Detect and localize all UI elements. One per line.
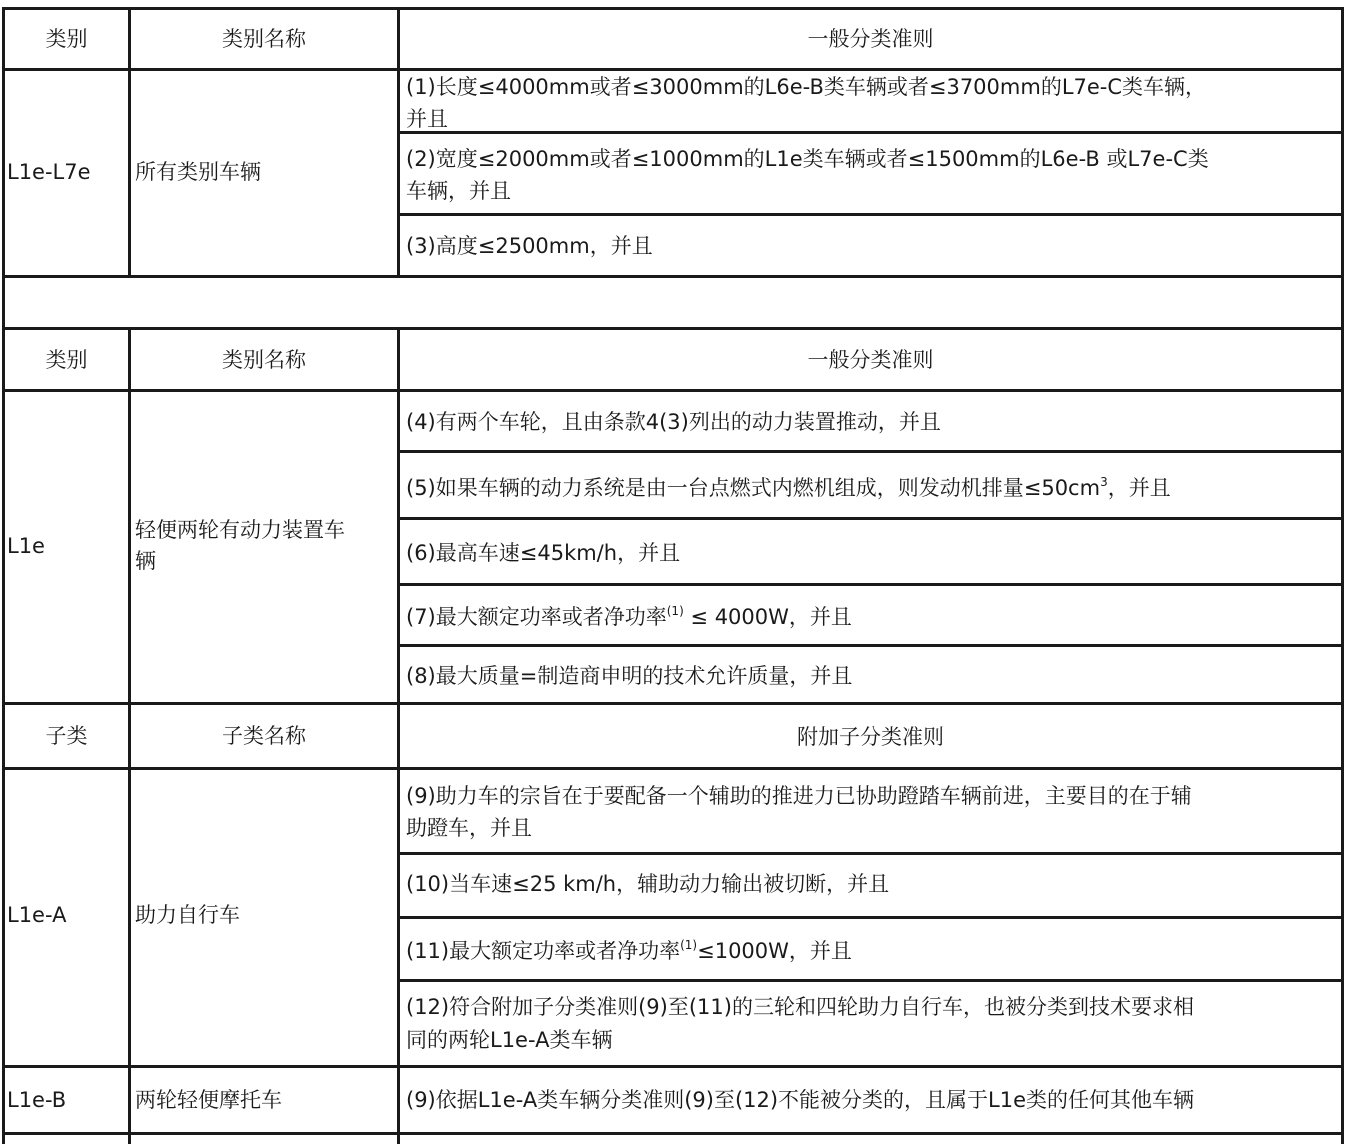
criterion-11-text: (11)最大额定功率或者净功率: [406, 939, 681, 963]
l1eb-category-value: L1e-B: [7, 1088, 67, 1112]
sub-header-criteria: 附加子分类准则: [797, 725, 944, 749]
rule-top: [2, 7, 1344, 10]
l1e-name-line1: 轻便两轮有动力装置车: [135, 518, 345, 542]
rule-c1-bottom: [399, 131, 1344, 134]
t2-header-criteria: 一般分类准则: [807, 348, 934, 372]
criterion-3: (3)高度≤2500mm，并且: [406, 234, 653, 258]
rule-c5-bottom: [399, 517, 1344, 520]
rule-l1ea-bottom: [2, 1065, 1344, 1068]
criterion-2-line2: 车辆，并且: [406, 179, 511, 203]
criterion-7: [406, 601, 852, 633]
criterion-5-superscript: 3: [1100, 475, 1108, 489]
criterion-11-footnote-ref: (1): [680, 938, 698, 952]
l1eb-name-value: 两轮轻便摩托车: [135, 1088, 282, 1112]
rule-l1e-bottom: [2, 702, 1344, 705]
t2-header-name: 类别名称: [222, 348, 306, 372]
criterion-12-line2: 同的两轮L1e-A类车辆: [406, 1028, 613, 1052]
l1ea-name-value: 助力自行车: [135, 903, 240, 927]
t1-header-category: 类别: [45, 27, 88, 51]
sub-header-category: 子类: [45, 724, 88, 748]
rule-c9-bottom: [399, 852, 1344, 855]
rule-spacer-bottom: [2, 327, 1344, 330]
criterion-12-line1: (12)符合附加子分类准则(9)至(11)的三轮和四轮助力自行车，也被分类到技术要求相: [406, 995, 1194, 1019]
l1eb-criterion-9: (9)依据L1e-A类车辆分类准则(9)至(12)不能被分类的，且属于L1e类的任何其他车辆: [406, 1088, 1195, 1112]
rule-left-edge: [2, 7, 5, 1144]
t1-name-value: 所有类别车辆: [135, 160, 261, 184]
criterion-4: (4)有两个车轮，且由条款4(3)列出的动力装置推动，并且: [406, 410, 941, 434]
criterion-2-line1: (2)宽度≤2000mm或者≤1000mm的L1e类车辆或者≤1500mm的L6e-B 或L7e-C类: [406, 147, 1209, 171]
rule-c7-bottom: [399, 644, 1344, 647]
criterion-5-text: (5)如果车辆的动力系统是由一台点燃式内燃机组成，则发动机排量≤50cm: [406, 476, 1101, 500]
rule-right-edge: [1341, 7, 1344, 1144]
criterion-11: [406, 935, 852, 967]
criterion-1-line2: 并且: [406, 107, 448, 131]
criterion-10: (10)当车速≤25 km/h，辅助动力输出被切断，并且: [406, 872, 890, 896]
l1ea-category-value: L1e-A: [7, 903, 67, 927]
criterion-6: (6)最高车速≤45km/h，并且: [406, 541, 681, 565]
t2-header-category: 类别: [45, 348, 88, 372]
criterion-1-line1: (1)长度≤4000mm或者≤3000mm的L6e-B类车辆或者≤3700mm的L7e-C类车辆，: [406, 75, 1207, 99]
t1-header-criteria: 一般分类准则: [807, 27, 934, 51]
l1e-name-line2: 辆: [135, 549, 156, 573]
rule-header2-bottom: [2, 389, 1344, 392]
criterion-5-suffix: ，并且: [1107, 476, 1171, 500]
rule-c6-bottom: [399, 583, 1344, 586]
l1e-category-value: L1e: [7, 534, 45, 558]
rule-l1eb-bottom: [2, 1132, 1344, 1135]
t1-header-name: 类别名称: [222, 27, 306, 51]
rule-c10-bottom: [399, 916, 1344, 919]
criterion-7-footnote-ref: (1): [666, 604, 684, 618]
t1-category-value: L1e-L7e: [7, 160, 91, 184]
criterion-7-text: (7)最大额定功率或者净功率: [406, 605, 667, 629]
criterion-7-suffix: ≤ 4000W，并且: [683, 605, 852, 629]
rule-c11-bottom: [399, 979, 1344, 982]
criterion-5: [406, 472, 1171, 504]
rule-table1-bottom: [2, 275, 1344, 278]
criterion-8: (8)最大质量=制造商申明的技术允许质量，并且: [406, 664, 853, 688]
criterion-9-line2: 助蹬车，并且: [406, 816, 532, 840]
criterion-9-line1: (9)助力车的宗旨在于要配备一个辅助的推进力已协助蹬踏车辆前进，主要目的在于辅: [406, 784, 1192, 808]
rule-c2-bottom: [399, 213, 1344, 216]
rule-subheader-bottom: [2, 767, 1344, 770]
rule-c4-bottom: [399, 450, 1344, 453]
sub-header-name: 子类名称: [222, 724, 306, 748]
criterion-11-suffix: ≤1000W，并且: [697, 939, 852, 963]
